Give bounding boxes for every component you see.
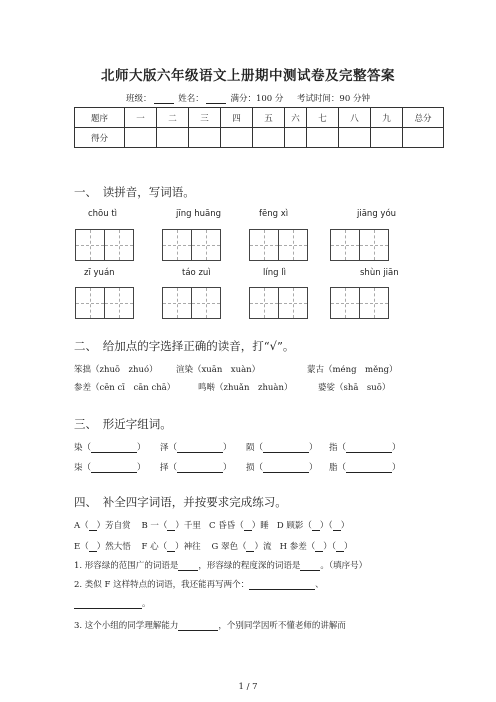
word-item[interactable]: 损（ ） xyxy=(246,463,318,473)
reading-option[interactable]: 参差（cēn cī cān chā） xyxy=(74,383,176,393)
pinyin-3: fēng xì xyxy=(259,209,289,219)
writing-grid[interactable] xyxy=(330,229,389,261)
word-item[interactable]: 脂（ ） xyxy=(329,463,401,473)
page-number: 1 / 7 xyxy=(238,682,258,692)
name-blank xyxy=(206,94,226,104)
score-row-label: 得分 xyxy=(75,128,125,148)
exam-time: 考试时间：90 分钟 xyxy=(296,94,370,104)
pinyin-8: shùn jiān xyxy=(360,268,399,278)
writing-grid[interactable] xyxy=(75,229,134,261)
document-title: 北师大版六年级语文上册期中测试卷及完整答案 xyxy=(101,68,395,84)
reading-option[interactable]: 婆娑（shā suō） xyxy=(318,383,391,393)
score-cell[interactable] xyxy=(221,128,253,148)
question-1[interactable]: 1. 形容绿的范围广的词语是 ，形容绿的程度深的词语是 。（填序号） xyxy=(74,561,368,571)
word-item[interactable]: 陨（ ） xyxy=(246,443,318,453)
writing-grid[interactable] xyxy=(330,287,389,319)
score-table xyxy=(74,107,444,148)
name-label: 姓名： xyxy=(178,94,204,104)
header-cell: 七 xyxy=(307,108,339,128)
pinyin-2: jīng huāng xyxy=(176,209,221,219)
score-cell[interactable] xyxy=(189,128,221,148)
header-cell: 六 xyxy=(285,108,307,128)
class-blank xyxy=(154,94,174,104)
full-score: 满分：100 分 xyxy=(230,94,284,104)
word-item[interactable]: 柒（ ） xyxy=(74,463,146,473)
score-value-row xyxy=(75,128,444,148)
idiom-line-1[interactable]: A（ ）芳自赏 B 一（ ）千里 C 昏昏（ ）睡 D 顾影（ ）（ ） xyxy=(74,521,350,531)
header-cell: 总分 xyxy=(403,108,444,128)
pinyin-7: líng lì xyxy=(263,268,286,278)
word-item[interactable]: 择（ ） xyxy=(160,463,232,473)
writing-grid[interactable] xyxy=(249,287,308,319)
word-item[interactable]: 泽（ ） xyxy=(160,443,232,453)
section-3-heading: 三、 形近字组词。 xyxy=(74,417,172,431)
header-cell: 四 xyxy=(221,108,253,128)
header-cell: 五 xyxy=(253,108,285,128)
writing-grid[interactable] xyxy=(75,287,134,319)
score-cell[interactable] xyxy=(253,128,285,148)
score-cell[interactable] xyxy=(403,128,444,148)
score-cell[interactable] xyxy=(339,128,371,148)
header-cell: 一 xyxy=(125,108,157,128)
score-header-row xyxy=(75,108,444,128)
idiom-line-2[interactable]: E（ ）然大悟 F 心（ ）神往 G 翠色（ ）流 H 参差（ ）（ ） xyxy=(74,542,353,552)
header-cell: 三 xyxy=(189,108,221,128)
score-cell[interactable] xyxy=(125,128,157,148)
class-label: 班级： xyxy=(126,94,152,104)
question-2-continue[interactable]: 。 xyxy=(74,597,151,609)
exam-info xyxy=(0,92,496,104)
header-cell: 二 xyxy=(157,108,189,128)
question-2[interactable]: 2. 类似 F 这样特点的词语，我还能再写两个： 、 xyxy=(74,580,324,590)
reading-option[interactable]: 蒙古（méng měng） xyxy=(307,365,398,375)
writing-grid[interactable] xyxy=(162,229,221,261)
section-4-heading: 四、 补全四字词语，并按要求完成练习。 xyxy=(74,495,287,509)
section-1-heading: 一、 读拼音，写词语。 xyxy=(74,185,195,199)
pinyin-1: chōu tì xyxy=(88,209,118,219)
question-3[interactable]: 3. 这个小组的同学理解能力 ，个别同学因听不懂老师的讲解而 xyxy=(74,621,346,631)
score-cell[interactable] xyxy=(307,128,339,148)
reading-option[interactable]: 笨拙（zhuō zhuó） xyxy=(74,365,158,375)
score-cell[interactable] xyxy=(157,128,189,148)
header-cell: 九 xyxy=(371,108,403,128)
pinyin-6: táo zuì xyxy=(182,268,211,278)
pinyin-5: zī yuán xyxy=(84,268,115,278)
pinyin-4: jiāng yóu xyxy=(357,209,397,219)
score-cell[interactable] xyxy=(371,128,403,148)
score-cell[interactable] xyxy=(285,128,307,148)
writing-grid[interactable] xyxy=(249,229,308,261)
header-cell: 八 xyxy=(339,108,371,128)
section-2-heading: 二、 给加点的字选择正确的读音，打“√”。 xyxy=(74,339,295,353)
writing-grid[interactable] xyxy=(162,287,221,319)
reading-option[interactable]: 渲染（xuān xuàn） xyxy=(176,365,261,375)
word-item[interactable]: 染（ ） xyxy=(74,443,146,453)
word-item[interactable]: 指（ ） xyxy=(329,443,401,453)
header-cell: 题序 xyxy=(75,108,125,128)
reading-option[interactable]: 鸣啭（zhuǎn zhuàn） xyxy=(198,383,293,393)
